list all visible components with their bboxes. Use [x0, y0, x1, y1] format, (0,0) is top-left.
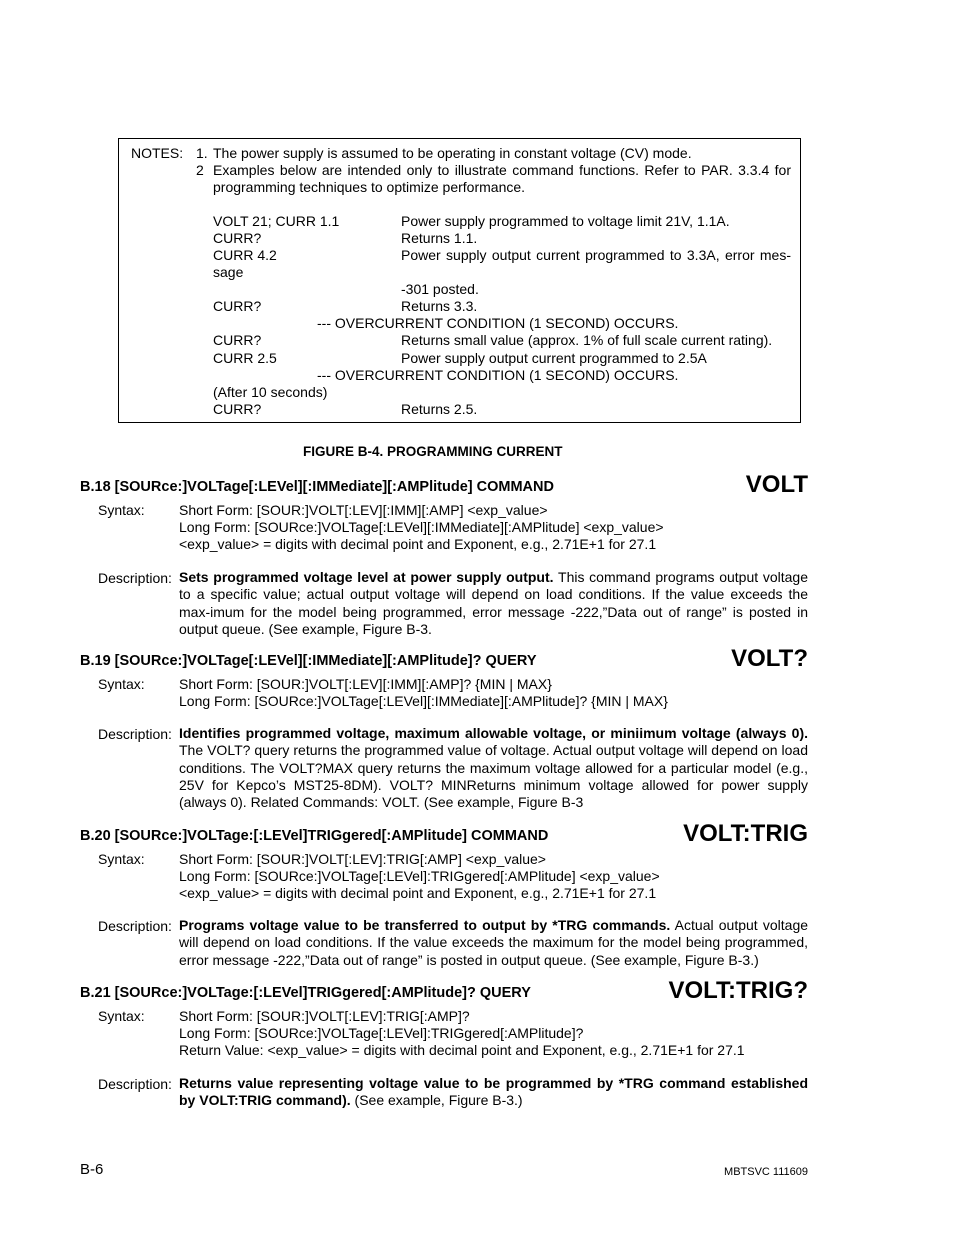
- example-desc: Power supply programmed to voltage limit 21V, 1.1A.: [401, 213, 730, 229]
- description-body: Actual output voltage will depend on load conditions. If the value exceeds the maximum for the model being programmed, error message -222,”Data out of range” is posted in output queue. (See example, Figure B-3.): [179, 917, 809, 968]
- description-label: Description:: [98, 726, 172, 742]
- example-cmd: VOLT 21; CURR 1.1: [213, 213, 340, 229]
- syntax-label: Syntax:: [98, 502, 145, 518]
- description-text: [179, 569, 808, 638]
- example-desc: Returns 2.5.: [401, 401, 478, 417]
- section-keyword: VOLT:TRIG?: [668, 977, 808, 1004]
- overcurrent-notice: --- OVERCURRENT CONDITION (1 SECOND) OCCURS.: [317, 315, 679, 331]
- overcurrent-notice: --- OVERCURRENT CONDITION (1 SECOND) OCCURS.: [317, 367, 679, 383]
- syntax-line: Long Form: [SOURce:]VOLTage[:LEVel][:IMMediate][:AMPlitude]? {MIN | MAX}: [179, 693, 668, 709]
- description-body: The VOLT? query returns the programmed value of voltage. Actual output voltage will depend on load conditions. The VOLT?MAX query returns the maximum voltage allowed for a particular model (e.g., 25V for Kepco’s MST25-8DM). VOLT? MINReturns minimum voltage allowed for power supply (always 0). Related Commands: VOLT. (See example, Figure B-3: [179, 742, 808, 811]
- description-text: [179, 917, 808, 969]
- section-heading: B.19 [SOURce:]VOLTage[:LEVel][:IMMediate][:AMPlitude]? QUERY: [80, 653, 537, 669]
- example-cmd: sage: [213, 264, 244, 280]
- description-label: Description:: [98, 570, 172, 586]
- description-label: Description:: [98, 1076, 172, 1092]
- section-keyword: VOLT:TRIG: [683, 820, 808, 847]
- note-2-number: 2: [196, 162, 204, 178]
- syntax-line: Short Form: [SOUR:]VOLT[:LEV]:TRIG[:AMP] <exp_value>: [179, 851, 546, 867]
- syntax-label: Syntax:: [98, 851, 145, 867]
- example-desc: Returns small value (approx. 1% of full scale current rating).: [401, 332, 773, 348]
- syntax-line: <exp_value> = digits with decimal point and Exponent, e.g., 2.71E+1 for 27.1: [179, 885, 657, 901]
- description-text: [179, 725, 808, 811]
- syntax-line: Return Value: <exp_value> = digits with decimal point and Exponent, e.g., 2.71E+1 for 27.1: [179, 1042, 745, 1058]
- example-cmd: CURR 2.5: [213, 350, 277, 366]
- syntax-label: Syntax:: [98, 676, 145, 692]
- description-lead: Returns value representing voltage value to be programmed by *TRG command established by VOLT:TRIG command).: [179, 1075, 808, 1109]
- section-keyword: VOLT: [745, 471, 808, 498]
- note-2-text-a: Examples below are intended only to illustrate command functions. Refer to PAR. 3.3.4 for: [213, 162, 791, 178]
- example-cmd: CURR?: [213, 298, 262, 314]
- note-1-text: The power supply is assumed to be operating in constant voltage (CV) mode.: [213, 145, 692, 161]
- notes-label: NOTES:: [131, 145, 184, 161]
- example-desc: Returns 1.1.: [401, 230, 478, 246]
- example-desc: -301 posted.: [401, 281, 479, 297]
- figure-caption: FIGURE B-4. PROGRAMMING CURRENT: [303, 444, 563, 459]
- example-desc: Returns 3.3.: [401, 298, 478, 314]
- document-id: MBTSVC 111609: [724, 1166, 808, 1178]
- page-number: B-6: [80, 1161, 104, 1178]
- section-keyword: VOLT?: [731, 645, 808, 672]
- syntax-line: Short Form: [SOUR:]VOLT[:LEV]:TRIG[:AMP]?: [179, 1008, 470, 1024]
- example-cmd: CURR 4.2: [213, 247, 277, 263]
- syntax-line: <exp_value> = digits with decimal point and Exponent, e.g., 2.71E+1 for 27.1: [179, 536, 657, 552]
- syntax-line: Long Form: [SOURce:]VOLTage[:LEVel]:TRIGgered[:AMPlitude]?: [179, 1025, 584, 1041]
- note-2-text-b: programming techniques to optimize performance.: [213, 179, 526, 195]
- description-body: (See example, Figure B-3.): [350, 1092, 523, 1109]
- example-desc: Power supply output current programmed to 2.5A: [401, 350, 707, 366]
- syntax-line: Short Form: [SOUR:]VOLT[:LEV][:IMM][:AMP]? {MIN | MAX}: [179, 676, 552, 692]
- description-lead: Sets programmed voltage level at power supply output.: [179, 569, 554, 585]
- description-lead: Programs voltage value to be transferred to output by *TRG commands.: [179, 917, 671, 933]
- description-text: [179, 1075, 808, 1110]
- example-cmd: CURR?: [213, 332, 262, 348]
- description-body: This command programs output voltage to a specific value; actual output voltage will depend on load conditions. If the value exceeds the max-imum for the model being programmed, error message -222,”Data out of range” is posted in output queue. (See example, Figure B-3.: [179, 569, 808, 637]
- example-desc: Power supply output current programmed to 3.3A, error mes-: [401, 247, 791, 263]
- syntax-label: Syntax:: [98, 1008, 145, 1024]
- description-label: Description:: [98, 918, 172, 934]
- note-1-number: 1.: [196, 145, 208, 161]
- syntax-line: Long Form: [SOURce:]VOLTage[:LEVel]:TRIGgered[:AMPlitude] <exp_value>: [179, 868, 660, 884]
- example-cmd: CURR?: [213, 401, 262, 417]
- section-heading: B.18 [SOURce:]VOLTage[:LEVel][:IMMediate][:AMPlitude] COMMAND: [80, 479, 554, 495]
- example-cmd: (After 10 seconds): [213, 384, 328, 400]
- example-cmd: CURR?: [213, 230, 262, 246]
- section-heading: B.20 [SOURce:]VOLTage:[:LEVel]TRIGgered[:AMPlitude] COMMAND: [80, 828, 549, 844]
- description-lead: Identifies programmed voltage, maximum allowable voltage, or miniimum voltage (always 0).: [179, 725, 808, 741]
- syntax-line: Long Form: [SOURce:]VOLTage[:LEVel][:IMMediate][:AMPlitude] <exp_value>: [179, 519, 664, 535]
- section-heading: B.21 [SOURce:]VOLTage:[:LEVel]TRIGgered[:AMPlitude]? QUERY: [80, 985, 531, 1001]
- syntax-line: Short Form: [SOUR:]VOLT[:LEV][:IMM][:AMP] <exp_value>: [179, 502, 548, 518]
